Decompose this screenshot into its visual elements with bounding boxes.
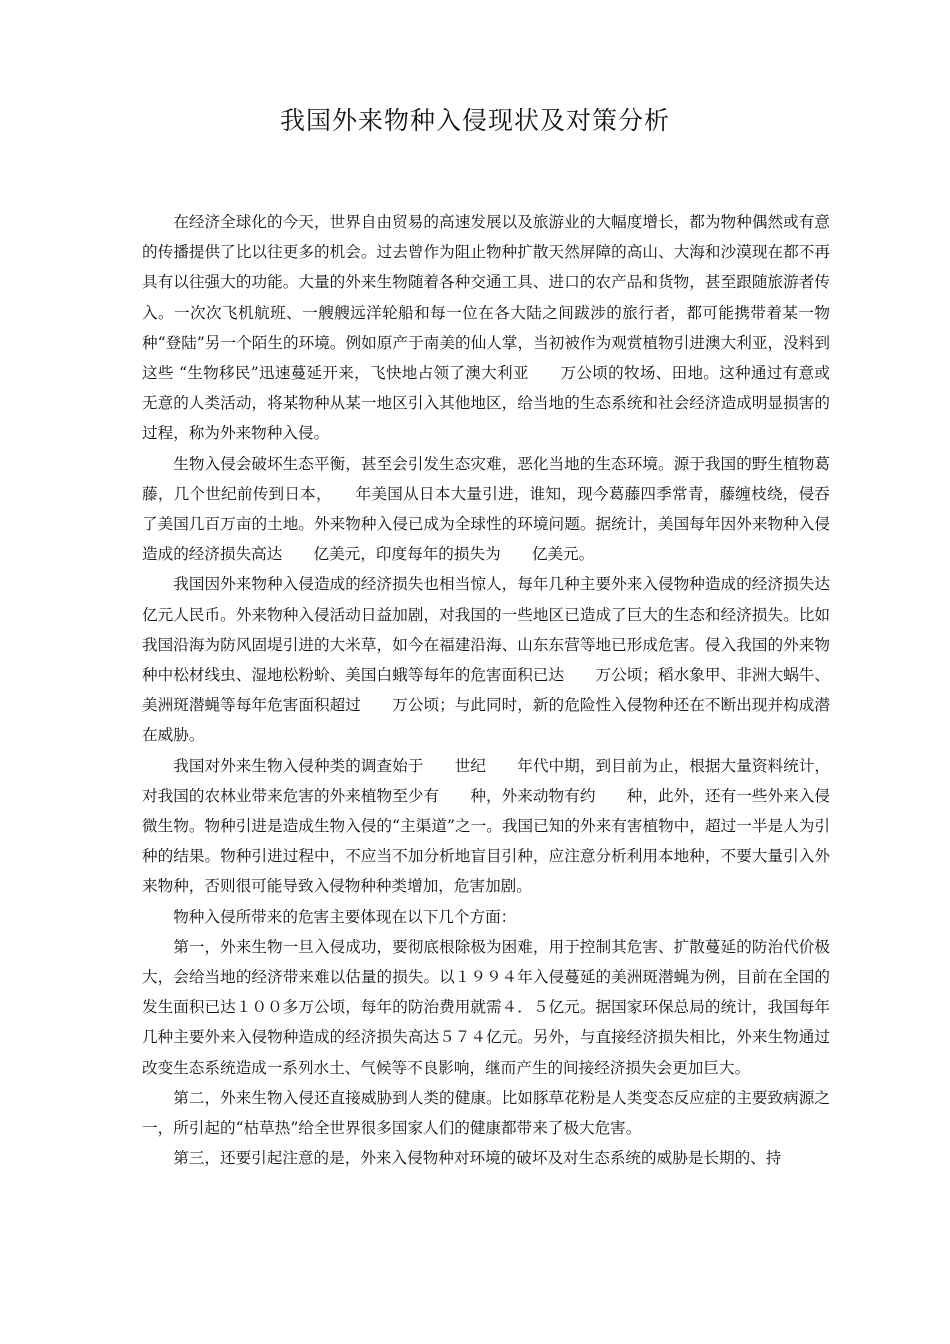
paragraph-8: 第三，还要引起注意的是，外来入侵物种对环境的破坏及对生态系统的威胁是长期的、持 (173, 1149, 782, 1168)
paragraph-3: 我国因外来物种入侵造成的经济损失也相当惊人，每年几种主要外来入侵物种造成的经济损失达 亿元人民币。外来物种入侵活动日益加剧，对我国的一些地区已造成了巨大的生态和经济损失。比如我国沿海为防风固堤引进的大米草，如今在福建沿海、山东东营等地已形成危害。侵入我国的外来物种中松材线虫、湿地松粉蚧、美国白蛾等每年的危害面积已达 万公顷；稻水象甲、非洲大蜗牛、美洲斑潜蝇等每年危害面积超过 万公顷；与此同时，新的危险性入侵物种还在不断出现并构成潜在威胁。 (142, 575, 862, 745)
paragraph-4: 我国对外来生物入侵种类的调查始于 世纪 年代中期，到目前为止，根据大量资料统计，对我国的农林业带来危害的外来植物至少有 种，外来动物有约 种，此外，还有一些外来入侵微生物。物种引进是造成生物入侵的“主渠道”之一。我国已知的外来有害植物中，超过一半是人为引种的结果。物种引进过程中，不应当不加分析地盲目引种，应注意分析利用本地种，不要大量引入外来物种，否则很可能导致入侵物种种类增加，危害加剧。 (142, 756, 830, 896)
paragraph-1: 在经济全球化的今天，世界自由贸易的高速发展以及旅游业的大幅度增长，都为物种偶然或有意的传播提供了比以往更多的机会。过去曾作为阻止物种扩散天然屏障的高山、大海和沙漠现在都不再具有以往强大的功能。大量的外来生物随着各种交通工具、进口的农产品和货物，甚至跟随旅游者传入。一次次飞机航班、一艘艘远洋轮船和每一位在各大陆之间跋涉的旅行者，都可能携带着某一物种“登陆”另一个陌生的环境。例如原产于南美的仙人掌，当初被作为观赏植物引进澳大利亚，没料到这些 “生物移民”迅速蔓延开来，飞快地占领了澳大利亚 万公顷的牧场、田地。这种通过有意或无意的人类活动，将某物种从某一地区引入其他地区，给当地的生态系统和社会经济造成明显损害的过程，称为外来物种入侵。 (142, 213, 830, 443)
document-title: 我国外来物种入侵现状及对策分析 (279, 106, 670, 135)
paragraph-5: 物种入侵所带来的危害主要体现在以下几个方面： (173, 907, 517, 926)
paragraph-7: 第二，外来生物入侵还直接威胁到人类的健康。比如豚草花粉是人类变态反应症的主要致病源之一，所引起的“枯草热”给全世界很多国家人们的健康都带来了极大危害。 (142, 1088, 830, 1138)
document-body (142, 207, 862, 1174)
paragraph-6: 第一，外来生物一旦入侵成功，要彻底根除极为困难，用于控制其危害、扩散蔓延的防治代价极大，会给当地的经济带来难以估量的损失。以１９９４年入侵蔓延的美洲斑潜蝇为例，目前在全国的发生面积已达１００多万公顷，每年的防治费用就需４．５亿元。据国家环保总局的统计，我国每年几种主要外来入侵物种造成的经济损失高达５７４亿元。另外，与直接经济损失相比，外来生物通过改变生态系统造成一系列水土、气候等不良影响，继而产生的间接经济损失会更加巨大。 (142, 937, 830, 1077)
paragraph-2: 生物入侵会破坏生态平衡，甚至会引发生态灾难，恶化当地的生态环境。源于我国的野生植物葛藤，几个世纪前传到日本， 年美国从日本大量引进，谁知，现今葛藤四季常青，藤缠枝绕，侵吞了美国几百万亩的土地。外来物种入侵已成为全球性的环境问题。据统计，美国每年因外来物种入侵造成的经济损失高达 亿美元，印度每年的损失为 亿美元。 (142, 454, 830, 564)
